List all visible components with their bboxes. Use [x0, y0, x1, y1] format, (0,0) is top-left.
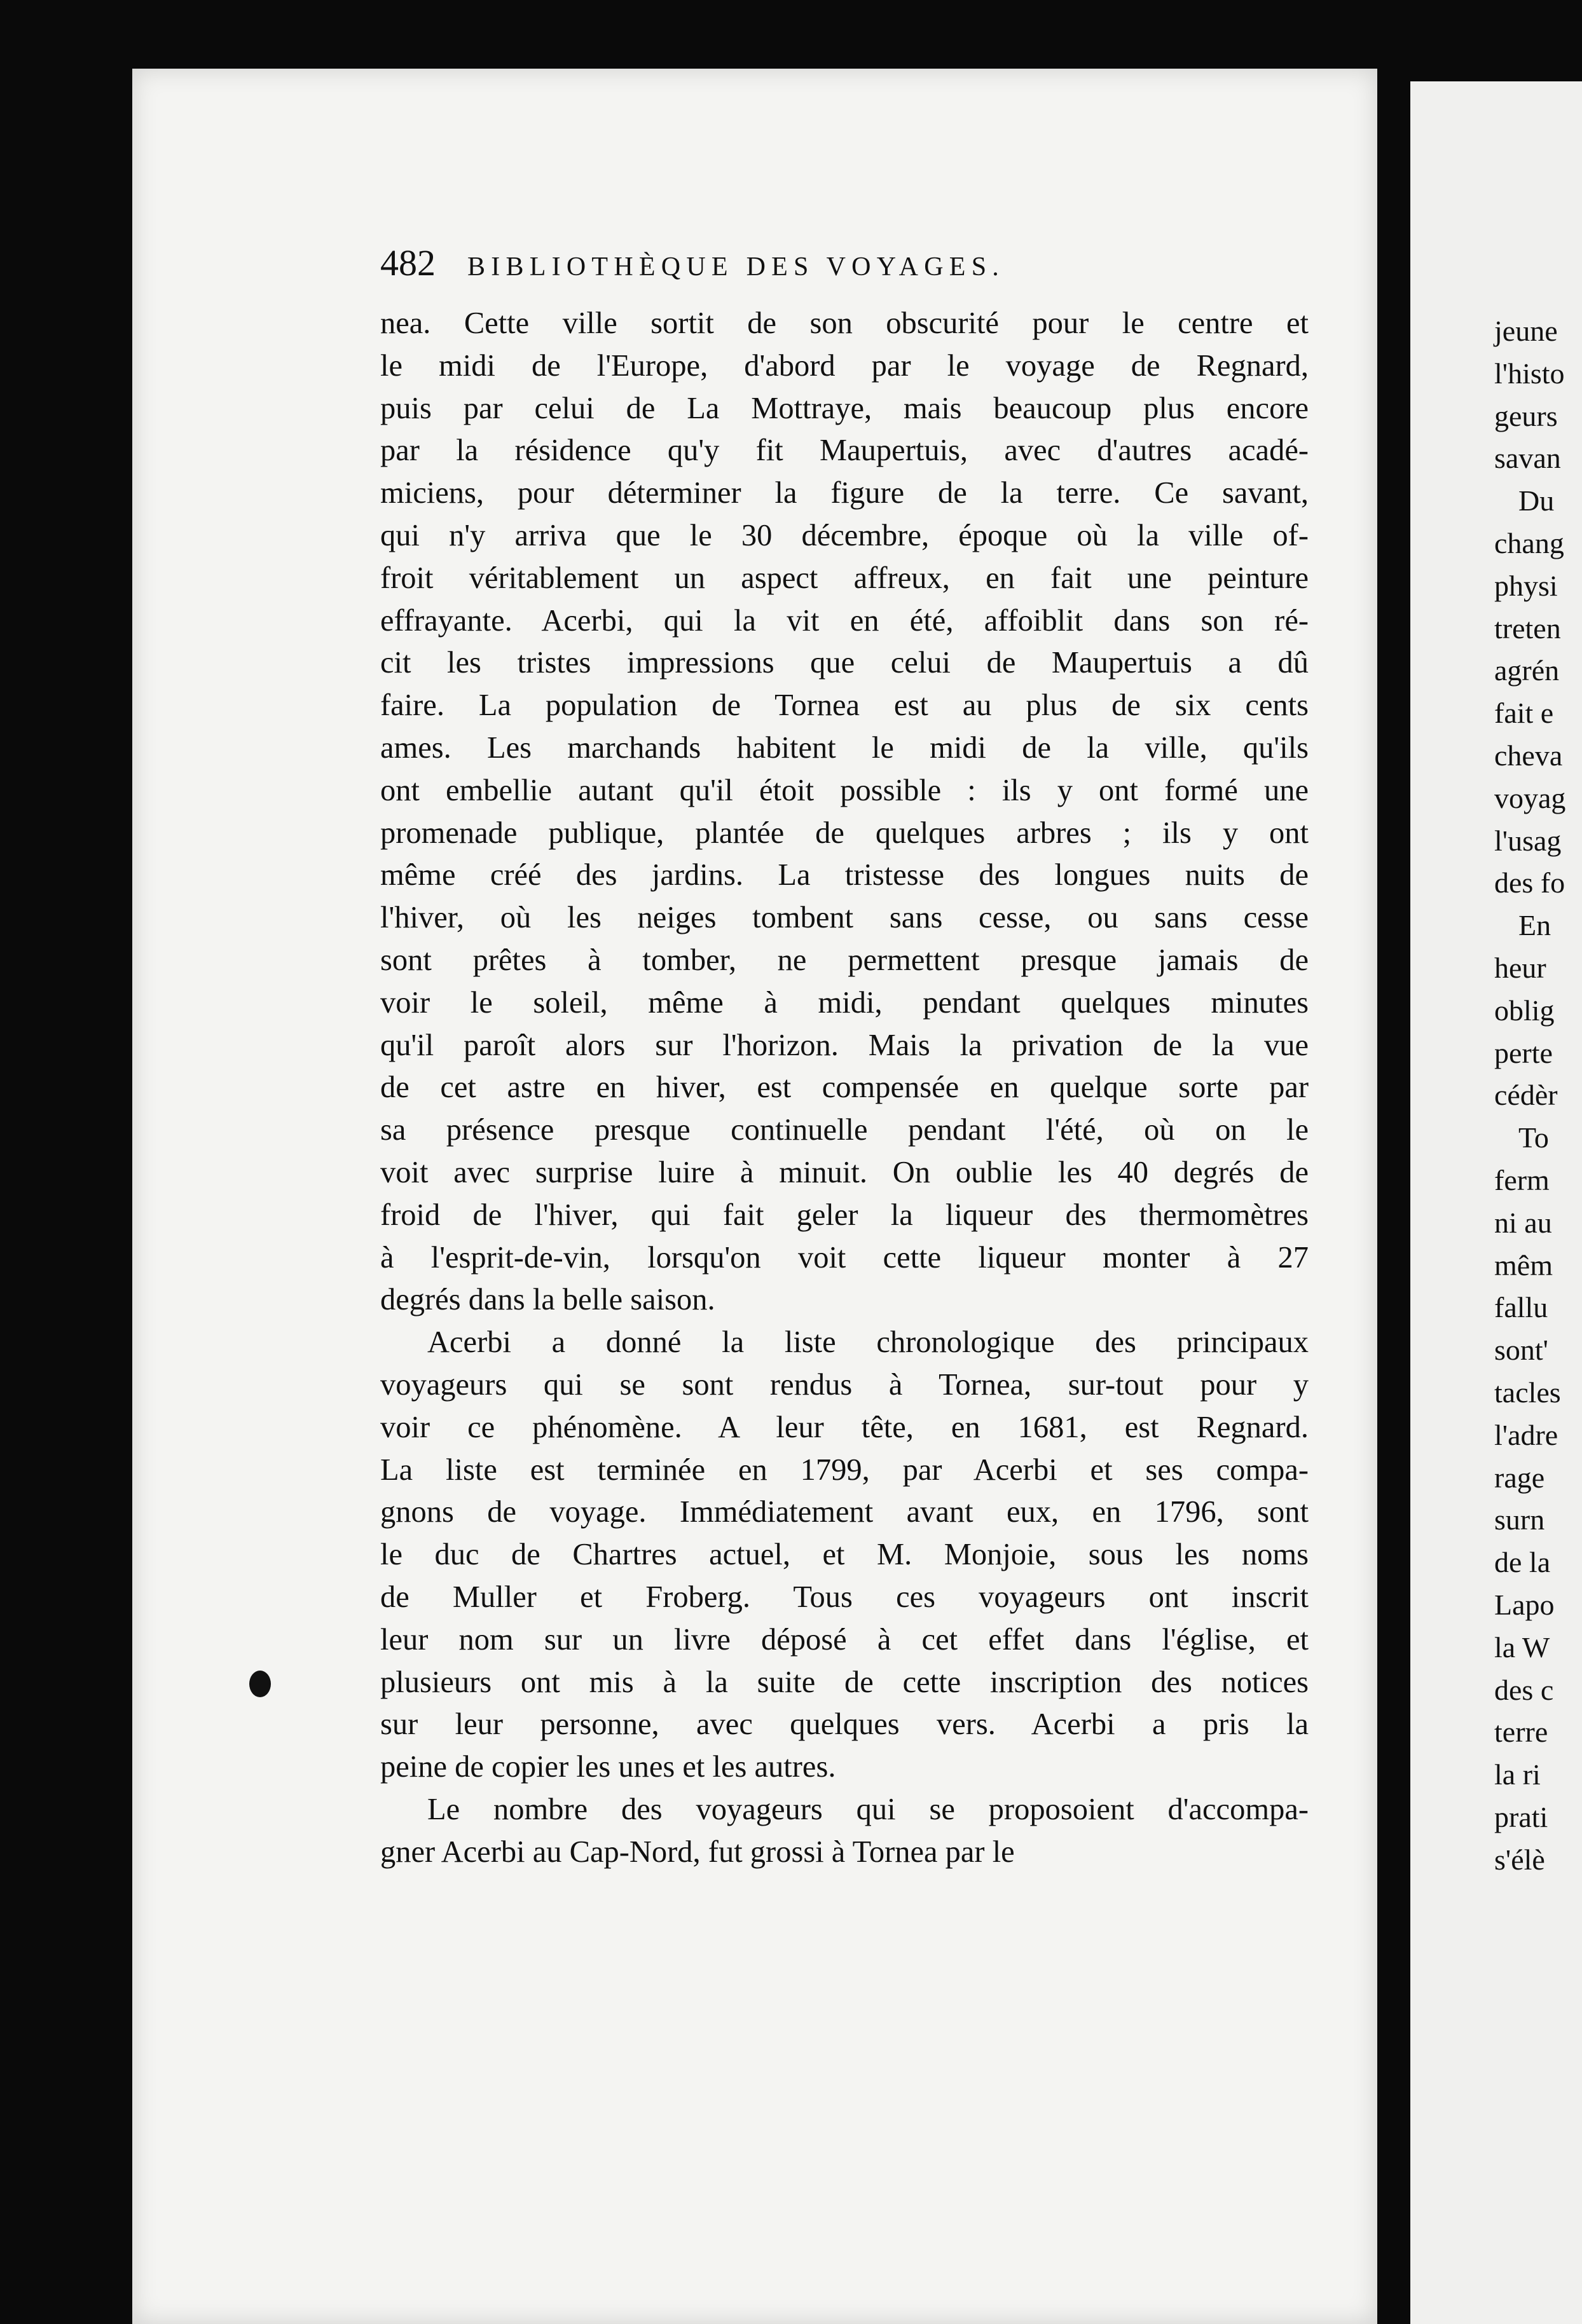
text-line: Le nombre des voyageurs qui se proposoient d'accompa- [427, 1792, 1309, 1826]
text-line: voir ce phénomène. A leur tête, en 1681, est Regnard. [380, 1410, 1309, 1444]
facing-text-line: jeune [1494, 315, 1558, 347]
facing-text-line: mêm [1494, 1248, 1553, 1282]
text-line: qu'il paroît alors sur l'horizon. Mais la privation de la vue [380, 1028, 1309, 1062]
text-line: promenade publique, plantée de quelques arbres ; ils y ont [380, 816, 1309, 850]
text-line: voit avec surprise luire à minuit. On oublie les 40 degrés de [380, 1155, 1309, 1189]
facing-text-line: ferm [1494, 1163, 1550, 1196]
facing-text-line: agrén [1494, 654, 1560, 687]
text-line: cit les tristes impressions que celui de Maupertuis a dû [380, 646, 1309, 680]
text-line: effrayante. Acerbi, qui la vit en été, affoiblit dans son ré- [380, 603, 1309, 638]
facing-text-line: To [1518, 1121, 1549, 1154]
text-line: plusieurs ont mis à la suite de cette inscription des notices [380, 1665, 1309, 1699]
text-line: La liste est terminée en 1799, par Acerbi et ses compa- [380, 1452, 1309, 1487]
text-line: ont embellie autant qu'il étoit possible : ils y ont formé une [380, 773, 1309, 807]
facing-text-line: rage [1494, 1461, 1545, 1494]
facing-text-line: tacles [1494, 1376, 1561, 1409]
text-line: peine de copier les unes et les autres. [380, 1750, 836, 1784]
text-line: ames. Les marchands habitent le midi de la ville, qu'ils [380, 730, 1309, 765]
facing-text-line: oblig [1494, 994, 1555, 1027]
facing-text-line: des c [1494, 1673, 1554, 1706]
text-line: le midi de l'Europe, d'abord par le voyage de Regnard, [380, 348, 1309, 383]
facing-text-line: geurs [1494, 399, 1558, 432]
text-line: à l'esprit-de-vin, lorsqu'on voit cette liqueur monter à 27 [380, 1240, 1309, 1275]
text-line: qui n'y arriva que le 30 décembre, époque où la ville of- [380, 518, 1309, 552]
text-line: de Muller et Froberg. Tous ces voyageurs ont inscrit [380, 1580, 1309, 1614]
facing-text-line: de la [1494, 1546, 1551, 1579]
facing-page-text [1410, 310, 1582, 1881]
facing-text-line: physi [1494, 569, 1558, 602]
text-line: nea. Cette ville sortit de son obscurité pour le centre et [380, 306, 1309, 340]
facing-text-line: treten [1494, 612, 1561, 645]
facing-text-line: la W [1494, 1630, 1550, 1664]
facing-text-line: des fo [1494, 866, 1565, 899]
text-line: puis par celui de La Mottraye, mais beaucoup plus encore [380, 391, 1309, 425]
facing-text-line: chang [1494, 526, 1564, 559]
facing-text-line: Du [1518, 484, 1555, 517]
text-line: voir le soleil, même à midi, pendant quelques minutes [380, 985, 1309, 1020]
body-text [380, 303, 1309, 1873]
running-head: BIBLIOTHÈQUE DES VOYAGES. [467, 252, 1005, 282]
page-header [380, 242, 1309, 303]
facing-text-line: terre [1494, 1716, 1548, 1749]
text-line: voyageurs qui se sont rendus à Tornea, sur-tout pour y [380, 1367, 1309, 1402]
facing-text-line: sont' [1494, 1334, 1548, 1367]
facing-text-line: surn [1494, 1503, 1545, 1536]
text-line: leur nom sur un livre déposé à cet effet dans l'église, et [380, 1622, 1309, 1657]
text-line: le duc de Chartres actuel, et M. Monjoie, sous les noms [380, 1538, 1309, 1572]
facing-text-line: ni au [1494, 1206, 1552, 1239]
text-line: sont prêtes à tomber, ne permettent presque jamais de [380, 943, 1309, 977]
facing-text-line: perte [1494, 1036, 1553, 1069]
facing-page [1410, 81, 1582, 2324]
page-number: 482 [380, 242, 436, 284]
facing-text-line: prati [1494, 1800, 1548, 1833]
text-line: sur leur personne, avec quelques vers. Acerbi a pris la [380, 1707, 1309, 1742]
text-line: de cet astre en hiver, est compensée en quelque sorte par [380, 1070, 1309, 1105]
text-line: faire. La population de Tornea est au plus de six cents [380, 688, 1309, 723]
facing-text-line: voyag [1494, 781, 1566, 814]
facing-text-line: fait e [1494, 697, 1554, 730]
facing-text-line: En [1518, 909, 1551, 942]
ink-blot [249, 1671, 271, 1697]
facing-text-line: l'usag [1494, 824, 1562, 857]
text-line: l'hiver, où les neiges tombent sans cesse, ou sans cesse [380, 901, 1309, 935]
text-line: même créé des jardins. La tristesse des longues nuits de [380, 858, 1309, 892]
facing-text-line: la ri [1494, 1758, 1541, 1791]
facing-text-line: s'élè [1494, 1843, 1545, 1876]
text-line: sa présence presque continuelle pendant l'été, où on le [380, 1113, 1309, 1147]
text-line: miciens, pour déterminer la figure de la terre. Ce savant, [380, 476, 1309, 510]
facing-text-line: heur [1494, 951, 1546, 984]
text-line: par la résidence qu'y fit Maupertuis, avec d'autres acadé- [380, 434, 1309, 468]
text-line: gner Acerbi au Cap-Nord, fut grossi à Tornea par le [380, 1835, 1015, 1869]
facing-text-line: l'histo [1494, 357, 1565, 390]
facing-text-line: fallu [1494, 1291, 1548, 1324]
facing-text-line: Lapo [1494, 1588, 1555, 1621]
facing-text-line: cédèr [1494, 1079, 1558, 1112]
facing-text-line: savan [1494, 442, 1561, 475]
text-line: degrés dans la belle saison. [380, 1283, 715, 1317]
text-line: froid de l'hiver, qui fait geler la liqueur des thermomètres [380, 1198, 1309, 1232]
facing-text-line: l'adre [1494, 1418, 1558, 1451]
main-text-block [380, 242, 1309, 1873]
text-line: gnons de voyage. Immédiatement avant eux, en 1796, sont [380, 1495, 1309, 1529]
text-line: froit véritablement un aspect affreux, en fait une peinture [380, 561, 1309, 595]
facing-text-line: cheva [1494, 739, 1563, 772]
text-line: Acerbi a donné la liste chronologique des principaux [427, 1325, 1309, 1360]
